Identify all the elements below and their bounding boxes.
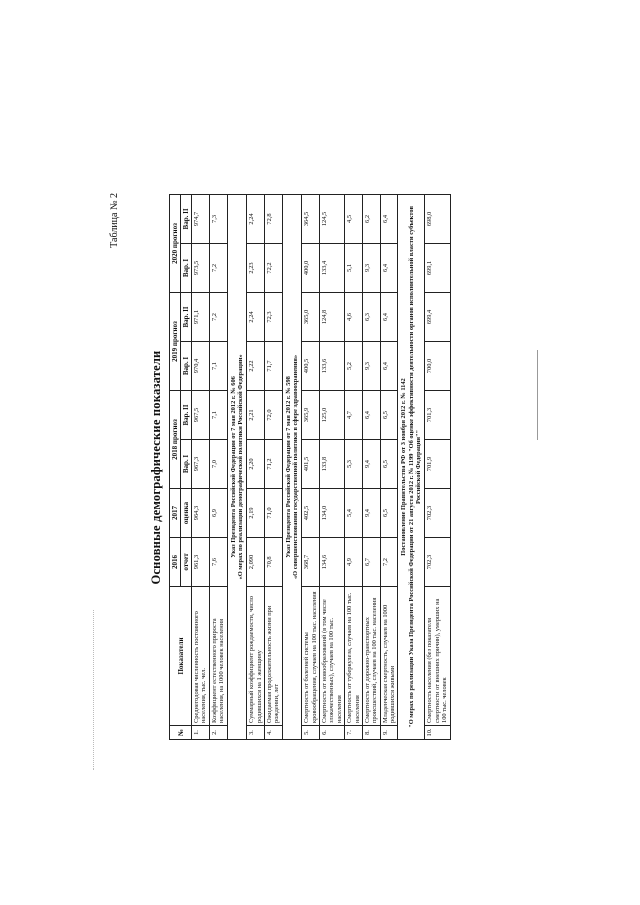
cell-value: 971,1 (192, 292, 210, 341)
rotated-page (109, 193, 540, 740)
col-header-2016: 2016 (170, 538, 181, 587)
cell-value: 124,8 (320, 292, 345, 341)
cell-value: 973,5 (192, 243, 210, 292)
cell-value: 133,8 (320, 440, 345, 489)
table-row (209, 194, 227, 739)
cell-value: 6,5 (380, 440, 398, 489)
row-num: 8. (362, 726, 380, 740)
col-header-2019-var1: Вар. I (181, 341, 192, 390)
col-header-2020-var2: Вар. II (181, 194, 192, 243)
scan-divider (93, 610, 94, 770)
cell-value: 702,3 (425, 538, 450, 587)
col-header-2018-var2: Вар. II (181, 390, 192, 439)
cell-value: 401,5 (302, 440, 320, 489)
cell-value: 5,4 (345, 489, 363, 538)
table-row (192, 194, 210, 739)
cell-value: 134,0 (320, 489, 345, 538)
cell-value: 5,2 (345, 341, 363, 390)
cell-value: 6,7 (362, 538, 380, 587)
cell-value: 7,1 (209, 341, 227, 390)
section-subtitle: «О совершенствовании государственной политики в сфере здравоохранения» (292, 354, 300, 580)
col-header-2017: 2017 (170, 489, 181, 538)
cell-value: 6,4 (362, 390, 380, 439)
cell-value: 2,22 (247, 341, 265, 390)
cell-value: 961,3 (192, 538, 210, 587)
cell-value: 2,20 (247, 440, 265, 489)
cell-value: 72,0 (264, 390, 282, 439)
cell-value: 9,4 (362, 440, 380, 489)
row-indicator: Суммарный коэффициент рождаемости, число родившихся на 1 женщину (247, 587, 265, 726)
table-row (425, 194, 450, 739)
col-header-estimate: оценка (181, 489, 192, 538)
cell-value: 698,0 (425, 194, 450, 243)
cell-value: 6,5 (380, 489, 398, 538)
cell-value: 72,8 (264, 194, 282, 243)
section-decree-598 (282, 194, 302, 739)
cell-value: 967,5 (192, 390, 210, 439)
indicators-table (169, 194, 451, 740)
table-row (247, 194, 265, 739)
section-subtitle: "О мерах по реализации Указа Президента Российской Федерации от 21 августа 2012 г. № 1199 "Об оценке эффективности деятельности органов исполнительной власти субъектов Российской Федерации"" (407, 206, 423, 728)
col-header-2019-var2: Вар. II (181, 292, 192, 341)
cell-value: 400,0 (302, 243, 320, 292)
cell-value: 6,4 (380, 292, 398, 341)
cell-value: 970,4 (192, 341, 210, 390)
page-title: Основные демографические показатели (149, 350, 163, 585)
col-header-2020-var1: Вар. I (181, 243, 192, 292)
row-indicator: Коэффициент естественного прироста населения, на 1000 человек населения (209, 587, 227, 726)
row-num: 2. (209, 726, 227, 740)
cell-value: 9,4 (362, 489, 380, 538)
cell-value: 4,9 (345, 538, 363, 587)
cell-value: 702,3 (425, 489, 450, 538)
cell-value: 7,2 (380, 538, 398, 587)
cell-value: 72,3 (264, 292, 282, 341)
row-num: 1. (192, 726, 210, 740)
cell-value: 2,23 (247, 243, 265, 292)
cell-value: 9,3 (362, 243, 380, 292)
cell-value: 71,2 (264, 440, 282, 489)
cell-value: 125,0 (320, 390, 345, 439)
cell-value: 699,1 (425, 243, 450, 292)
row-indicator: Среднегодовая численность постоянного населения, тыс. чел. (192, 587, 210, 726)
section-title: Постановление Правительства РФ от 3 ноября 2012 г. № 1142 (400, 378, 408, 556)
row-indicator: Смертность от болезней системы кровообращения, случаев на 100 тыс. населения (302, 587, 320, 726)
cell-value: 6,9 (209, 489, 227, 538)
table-row (362, 194, 380, 739)
cell-value: 70,8 (264, 538, 282, 587)
cell-value: 364,5 (302, 194, 320, 243)
row-num: 4. (264, 726, 282, 740)
col-header-report: отчет (181, 538, 192, 587)
row-num: 3. (247, 726, 265, 740)
cell-value: 974,7 (192, 194, 210, 243)
cell-value: 6,5 (380, 390, 398, 439)
section-row (227, 194, 247, 739)
cell-value: 7,6 (209, 538, 227, 587)
cell-value: 5,1 (345, 243, 363, 292)
col-header-2019: 2019 прогноз (170, 292, 181, 390)
footer-rule (537, 350, 538, 440)
table-row (302, 194, 320, 739)
cell-value: 2,24 (247, 194, 265, 243)
cell-value: 402,5 (302, 489, 320, 538)
row-indicator: Смертность от новообразований (в том числе злокачественных), случаев на 100 тыс. населения (320, 587, 345, 726)
cell-value: 133,6 (320, 341, 345, 390)
cell-value: 6,4 (380, 341, 398, 390)
col-header-num: № (170, 726, 192, 740)
row-num: 7. (345, 726, 363, 740)
cell-value: 699,4 (425, 292, 450, 341)
cell-value: 7,2 (209, 292, 227, 341)
cell-value: 7,1 (209, 390, 227, 439)
cell-value: 7,3 (209, 194, 227, 243)
cell-value: 700,0 (425, 341, 450, 390)
cell-value: 4,6 (345, 292, 363, 341)
cell-value: 6,2 (362, 194, 380, 243)
cell-value: 701,9 (425, 440, 450, 489)
cell-value: 6,4 (380, 194, 398, 243)
cell-value: 71,7 (264, 341, 282, 390)
cell-value: 124,5 (320, 194, 345, 243)
table-row (320, 194, 345, 739)
section-decree-606 (227, 194, 247, 739)
cell-value: 4,7 (345, 390, 363, 439)
section-title: Указ Президента Российской Федерации от 7 мая 2012 г. № 598 (284, 376, 292, 558)
section-row (282, 194, 302, 739)
section-title: Указ Президента Российской Федерации от 7 мая 2012 г. № 606 (229, 376, 237, 558)
col-header-indicators: Показатели (170, 587, 192, 726)
cell-value: 71,0 (264, 489, 282, 538)
cell-value: 2,21 (247, 390, 265, 439)
row-num: 6. (320, 726, 345, 740)
table-row (380, 194, 398, 739)
row-indicator: Ожидаемая продолжительность жизни при рождении, лет (264, 587, 282, 726)
row-indicator: Смертность от туберкулеза, случаев на 100 тыс. населения (345, 587, 363, 726)
col-header-2018-var1: Вар. I (181, 440, 192, 489)
col-header-2018: 2018 прогноз (170, 390, 181, 488)
cell-value: 368,7 (302, 538, 320, 587)
row-num: 10. (425, 726, 450, 740)
row-num: 5. (302, 726, 320, 740)
cell-value: 7,2 (209, 243, 227, 292)
cell-value: 967,3 (192, 440, 210, 489)
section-resolution-1142 (398, 194, 425, 739)
cell-value: 4,5 (345, 194, 363, 243)
row-indicator: Младенческая смертность, случаев на 1000 родившихся живыми (380, 587, 398, 726)
cell-value: 134,6 (320, 538, 345, 587)
table-row (264, 194, 282, 739)
cell-value: 133,4 (320, 243, 345, 292)
cell-value: 2,24 (247, 292, 265, 341)
section-subtitle: «О мерах по реализации демографической политики Российской Федерации» (236, 354, 244, 580)
cell-value: 365,0 (302, 292, 320, 341)
cell-value: 964,3 (192, 489, 210, 538)
cell-value: 6,4 (380, 243, 398, 292)
col-header-2020: 2020 прогноз (170, 194, 181, 292)
section-row (398, 194, 425, 739)
cell-value: 72,2 (264, 243, 282, 292)
table-number: Таблица № 2 (109, 193, 120, 248)
row-indicator: Смертность от дорожно-транспортных происшествий, случаев на 100 тыс. населения (362, 587, 380, 726)
cell-value: 9,3 (362, 341, 380, 390)
cell-value: 7,0 (209, 440, 227, 489)
row-indicator: Смертность населения (без показателя смертности от внешних причин), умерших на 100 тыс. человек (425, 587, 450, 726)
cell-value: 701,3 (425, 390, 450, 439)
cell-value: 365,9 (302, 390, 320, 439)
cell-value: 400,5 (302, 341, 320, 390)
cell-value: 5,3 (345, 440, 363, 489)
row-num: 9. (380, 726, 398, 740)
table-row (345, 194, 363, 739)
cell-value: 2,19 (247, 489, 265, 538)
cell-value: 2,090 (247, 538, 265, 587)
cell-value: 6,3 (362, 292, 380, 341)
